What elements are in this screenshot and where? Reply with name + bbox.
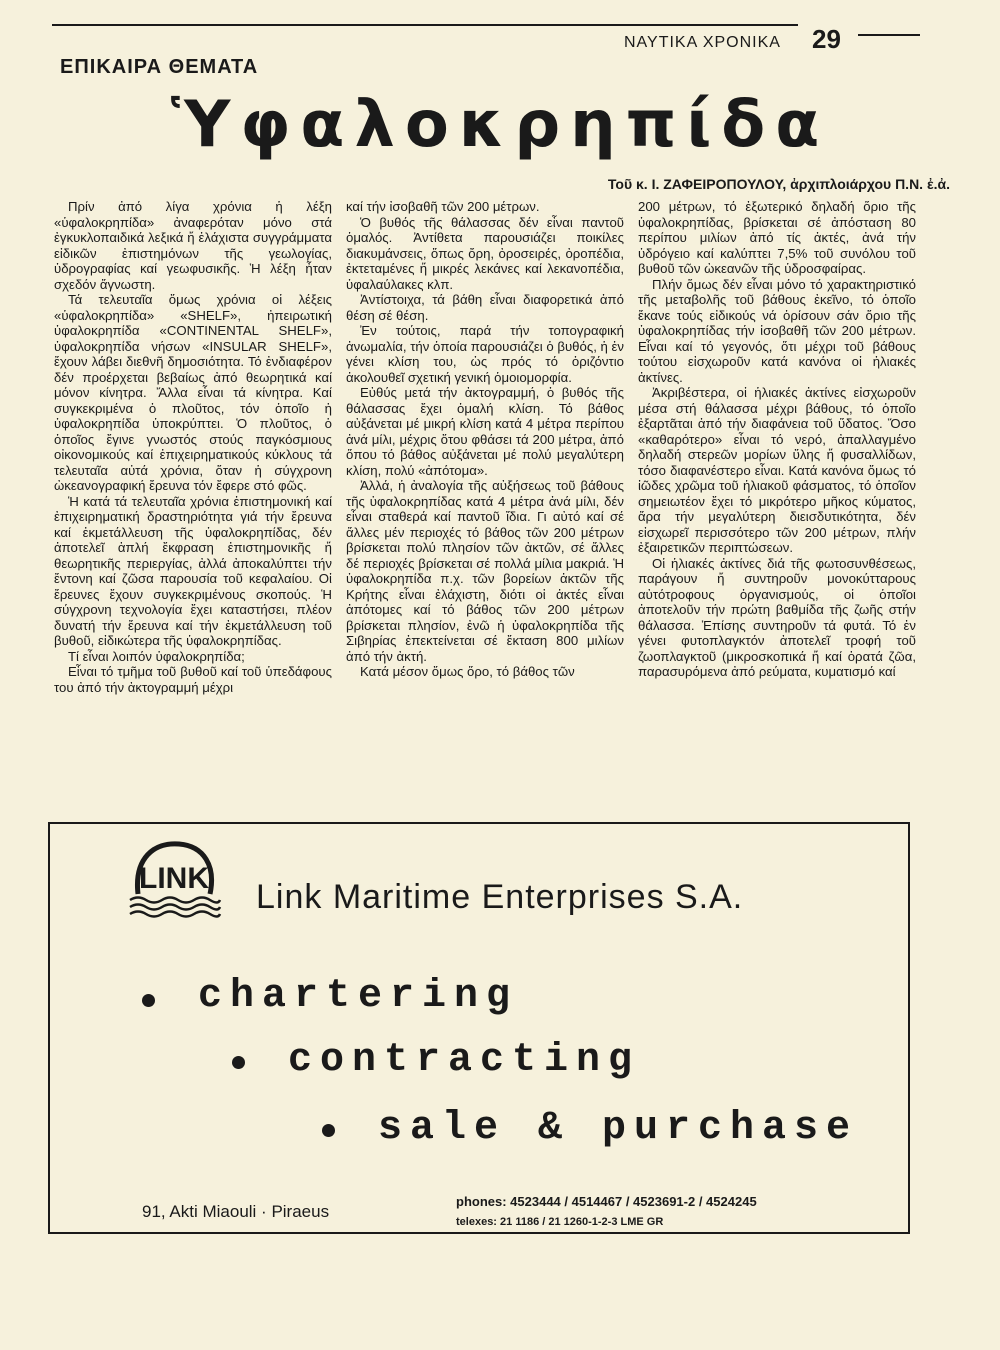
bullet-icon: [322, 1124, 335, 1137]
bullet-icon: [232, 1056, 245, 1069]
advertisement: [48, 822, 910, 1234]
magazine-name: ΝΑΥΤΙΚΑ ΧΡΟΝΙΚΑ: [624, 34, 781, 51]
company-telexes: telexes: 21 1186 / 21 1260-1-2-3 LME GR: [456, 1216, 664, 1228]
paragraph: Πλήν ὅμως δέν εἶναι μόνο τό χαρακτηριστικό τῆς μεταβολῆς τοῦ βάθους ἐκεῖνο, τό ὁποῖο ἔκανε τούς εἰδικούς νά ὁρίσουν σάν ὅριο τῆς ὑφαλοκρηπίδας τήν ἰσοβαθῆ τῶν 200 μέτρων. Εἶναι καί τό γεγονός, ὅτι μέχρι τοῦ βάθους τούτου εἰσχωροῦν κατά κανόνα οἱ ἡλιακές ἀκτίνες.: [638, 276, 916, 385]
paragraph: Εὐθύς μετά τήν ἀκτογραμμή, ὁ βυθός τῆς θάλασσας ἔχει ὁμαλή κλίση. Τό βάθος αὐξάνεται μέ μικρή κλίση κατά 4 μέτρα περίπου ἀνά μίλι, μέχρις ὅτου φθάσει τά 200 μέτρα, ἀπό ὅπου τό βάθος αὐξάνεται μέ πολύ μεγαλύτερη κλίση, πολύ «ἀπότομα».: [346, 385, 624, 478]
paragraph: Ὁ βυθός τῆς θάλασσας δέν εἶναι παντοῦ ὁμαλός. Ἀντίθετα παρουσιάζει ποικίλες διακυμάνσεις, ὅπως ὄρη, ὀροσειρές, ὀροπέδια, ἐκτεταμένες ἤ μικρές λεκάνες καί λεκανοπέδια, ὑφαλαύλακες κλπ.: [346, 214, 624, 292]
paragraph: Κατά μέσον ὅμως ὅρο, τό βάθος τῶν: [360, 664, 575, 679]
article-column-2: [346, 199, 624, 839]
section-label: ΕΠΙΚΑΙΡΑ ΘΕΜΑΤΑ: [60, 56, 259, 78]
service-contracting: contracting: [288, 1038, 641, 1083]
paragraph: Τά τελευταῖα ὅμως χρόνια οἱ λέξεις «ὑφαλοκρηπίδα» «SHELF», ἠπειρωτική ὑφαλοκρηπίδα «CONTINENTAL SHELF», ὑφαλοκρηπίδα νήσων «INSULAR SHELF», ἔχουν λάβει διεθνῆ δημοσιότητα. Τό ἐνδιαφέρον δέν προέρχεται βεβαίως ἀπό θεωρητικά καί μόνον κίνητρα. Ἄλλα εἶναι τά κίνητρα. Καί συγκεκριμένα ὁ πλοῦτος, τόν ὁποῖο ἡ ὑφαλοκρηπίδα ὑποκρύπτει. Ὁ πλοῦτος, ὁ ὁποῖος ἔγινε γνωστός στούς παγκόσμιους οἰκονομικούς καί ἐπιχειρηματικούς κύκλους τά τελευταῖα αὐτά χρόνια, ὅταν ἡ σύγχρονη ὠκεανογραφική ἔρευνα τόν ἔφερε στό φῶς.: [54, 292, 332, 493]
paragraph: Ἀλλά, ἡ ἀναλογία τῆς αὐξήσεως τοῦ βάθους τῆς ὑφαλοκρηπίδας κατά 4 μέτρα ἀνά μίλι, δέν εἶναι σταθερά καί παντοῦ ἴδια. Γι αὐτό καί σέ ἄλλες μέν περιοχές τό βάθος τῶν 200 μέτρων βρίσκεται πολύ πλησίον τῶν ἀκτῶν, σέ ἄλλες δέ περιοχές βρίσκεται σέ πολλά μίλια μακριά. Ἡ ὑφαλοκρηπίδα π.χ. τῶν βορείων ἀκτῶν τῆς Κρήτης εἶναι ἐλάχιστη, διότι οἱ ἀκτές εἶναι ἀπότομες καί τό βάθος τῶν 200 μέτρων βρίσκεται πλησίον, ἐνῶ ἡ ὑφαλοκρηπίδα τῆς Σιβηρίας ἐπεκτείνεται σέ ἔκταση 800 μιλίων ἀπό τήν ἀκτή.: [346, 478, 624, 664]
service-sale-purchase: sale & purchase: [378, 1106, 859, 1151]
article-title: Ὑφαλοκρηπίδα: [170, 88, 830, 162]
header-rule-left: [52, 24, 798, 26]
paragraph: Ἀντίστοιχα, τά βάθη εἶναι διαφορετικά ἀπό θέση σέ θέση.: [346, 292, 624, 323]
paragraph: Οἱ ἡλιακές ἀκτίνες διά τῆς φωτοσυνθέσεως, παράγουν ἤ συντηροῦν μονοκύτταρους αὐτότροφους ὀργανισμούς, οἱ ὁποῖοι ἀποτελοῦν τήν πρώτη βαθμίδα τῆς ζωῆς στήν θάλασσα. Ἐπίσης συντηροῦν τά φυτά. Τό ἐν γένει φυτοπλαγκτόν ἀποτελεῖ τροφή τοῦ ζωοπλαγκτοῦ (μικροσκοπικά ἤ καί ὁρατά ζῶα, παρασυρόμενα ἀπό ρεύματα, κυματισμό καί: [638, 555, 916, 679]
company-address: 91, Akti Miaouli · Piraeus: [142, 1202, 330, 1221]
company-phones: phones: 4523444 / 4514467 / 4523691-2 / 4524245: [456, 1194, 757, 1209]
paragraph: καί τήν ἰσοβαθῆ τῶν 200 μέτρων.: [346, 199, 540, 214]
bullet-icon: [142, 994, 155, 1007]
service-chartering: chartering: [198, 974, 519, 1019]
paragraph: Ἐν τούτοις, παρά τήν τοπογραφική ἀνωμαλία, τήν ὁποία παρουσιάζει ὁ βυθός, ἡ ἐν γένει κλίση του, ὡς πρός τό ὁριζόντιο ἀκολουθεῖ σχετική γενική ὁμοιομορφία.: [346, 323, 624, 385]
paragraph: 200 μέτρων, τό ἐξωτερικό δηλαδή ὅριο τῆς ὑφαλοκρηπίδας, βρίσκεται σέ ἀπόσταση 80 περίπου μιλίων ἀπό τίς ἀκτές, ἀνά τήν ὑδρόγειο καί καλύπτει 7,5% τοῦ συνόλου τοῦ βυθοῦ τῶν ὠκεανῶν τῆς ὑδροσφαίρας.: [638, 199, 916, 276]
paragraph: Τί εἶναι λοιπόν ὑφαλοκρηπίδα;: [68, 648, 245, 664]
paragraph: Πρίν ἀπό λίγα χρόνια ἡ λέξη «ὑφαλοκρηπίδα» ἀναφερόταν μόνο στά ἐγκυκλοπαιδικά λεξικά ἤ ἐλάχιστα συγγράμματα εἰδικῶν ἐπιστημόνων τῆς γεωλογίας, ὑδρογραφίας καί γεωφυσικῆς. Ἡ λέξη ἦταν σχεδόν ἄγνωστη.: [54, 199, 332, 292]
article-column-1: [54, 199, 332, 839]
paragraph: Εἶναι τό τμῆμα τοῦ βυθοῦ καί τοῦ ὑπεδάφους του ἀπό τήν ἀκτογραμμή μέχρι: [54, 664, 332, 695]
paragraph: Ἡ κατά τά τελευταῖα χρόνια ἐπιστημονική καί ἐπιχειρηματική δραστηριότητα γιά τήν ἔρευνα καί ἐκμετάλλευση τῆς ὑφαλοκρηπίδας, δέν ἀποτελεῖ ἁπλή ἔκφραση ἐπιστημονικῆς ἤ θεωρητικῆς περιεργίας, ἀλλά ἀποκαλύπτει τήν ἔντονη καί ζῶσα παρουσία τοῦ κεφαλαίου. Οἱ ἔρευνες ἔχουν συγκεκριμένους σκοπούς. Ἡ σύγχρονη τεχνολογία ἔχει καταστήσει, πλέον δυνατή τήν ἔρευνα καί τήν ἐκμετάλλευση τοῦ βυθοῦ, εἰδικώτερα τῆς ὑφαλοκρηπίδας.: [54, 493, 332, 648]
company-name: Link Maritime Enterprises S.A.: [256, 878, 744, 916]
article-byline: Τοῦ κ. Ι. ΖΑΦΕΙΡΟΠΟΥΛΟΥ, ἀρχιπλοιάρχου Π.Ν. ἐ.ἀ.: [607, 176, 950, 192]
paragraph: Ἀκριβέστερα, οἱ ἡλιακές ἀκτίνες εἰσχωροῦν μέσα στή θάλασσα μέχρι βάθους, τό ὁποῖο ἐξαρτᾶται ἀπό τήν διαφάνεια τοῦ ὕδατος. Ὅσο «καθαρότερο» εἶναι τό νερό, ἀπαλλαγμένο δηλαδή στερεῶν μορίων ὕλης ἤ φυσαλλίδων, τόσο διαφανέστερο εἶναι. Κατά κανόνα ὅμως τό ἰῶδες χρῶμα τοῦ ἡλιακοῦ φάσματος, τό ὁποῖον σημειωτέον ἔχει τό μικρότερο μῆκος κύματος, ἄρα τήν μεγαλύτερη διεισδυτικότητα, δέν εἰσχωρεῖ περισσότερο τῶν 200 μέτρων, πλήν ἐξαιρετικῶν περιπτώσεων.: [638, 385, 916, 555]
header-rule-right: [858, 34, 920, 36]
page-number: 29: [812, 24, 841, 54]
link-logo-icon: [124, 838, 224, 918]
article-column-3: [638, 199, 916, 839]
logo-text: LINK: [139, 862, 209, 895]
